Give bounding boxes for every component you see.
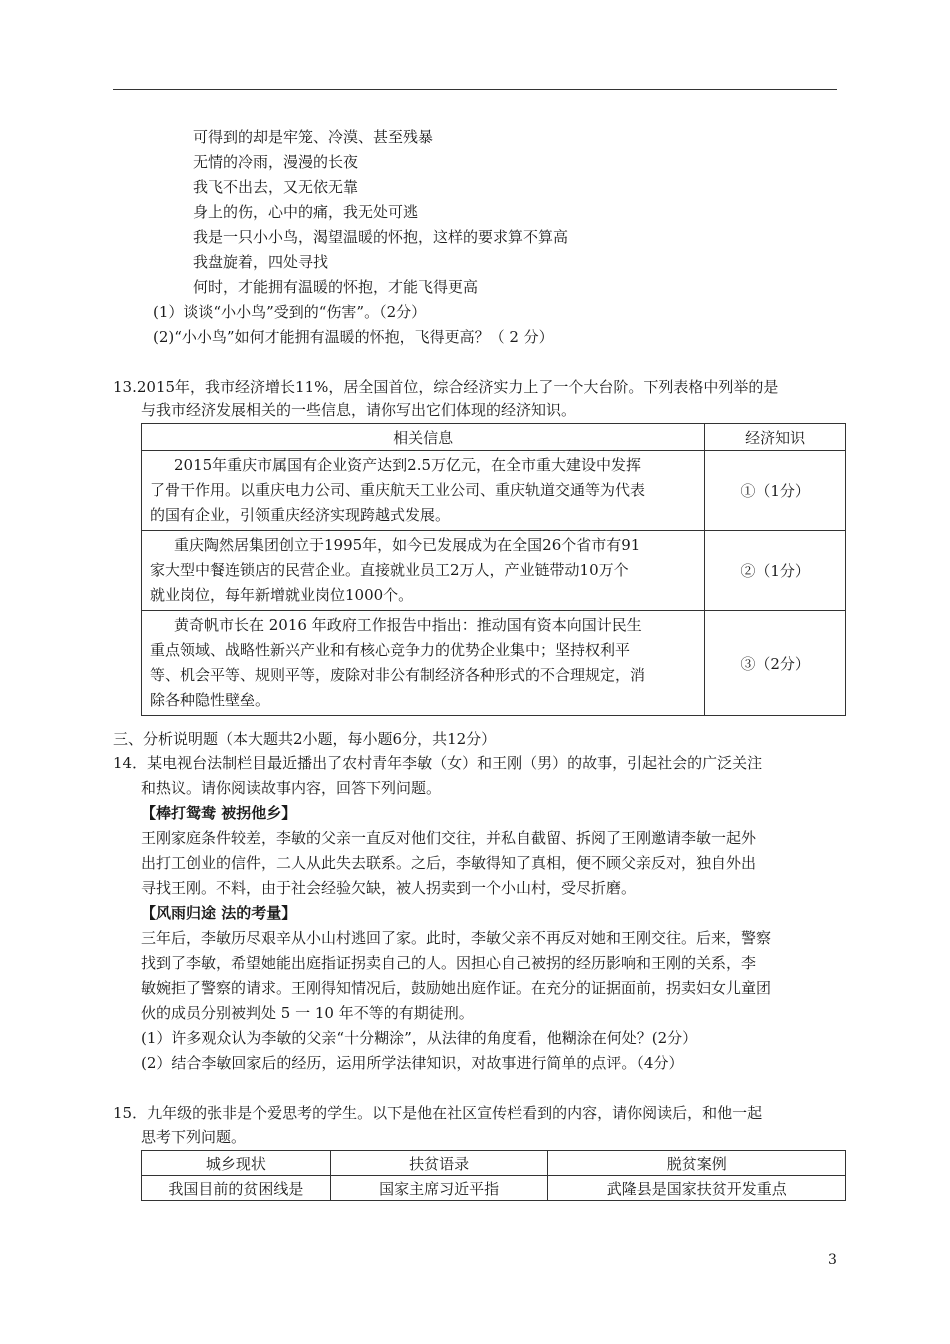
poem-line: 我是一只小小鸟，渴望温暖的怀抱，这样的要求算不算高 [193,228,569,246]
table-header: 脱贫案例 [548,1151,846,1176]
q13-text: 13.2015年，我市经济增长11%，居全国首位，综合经济实力上了一个大台阶。下列表格中列举的是 [113,378,779,396]
q12-sub-question: (1）谈谈“小小鸟”受到的“伤害”。（2分） [153,303,427,321]
poem-line: 何时，才能拥有温暖的怀抱，才能飞得更高 [193,278,479,296]
header-rule [113,89,837,90]
table-cell: 我国目前的贫困线是 [142,1176,331,1201]
story-paragraph: 王刚家庭条件较差，李敏的父亲一直反对他们交往，并私自截留、拆阅了王刚邀请李敏一起外 [141,829,757,847]
story-paragraph: 三年后，李敏历尽艰辛从小山村逃回了家。此时，李敏父亲不再反对她和王刚交往。后来，警察 [141,929,772,947]
table-header: 扶贫语录 [330,1151,548,1176]
info-cell: 重庆陶然居集团创立于1995年，如今已发展成为在全国26个省市有91 家大型中餐连锁店的民营企业。直接就业员工2万人，产业链带动10万个 就业岗位，每年新增就业岗位1000个。 [142,531,705,611]
poem-line: 我飞不出去，又无依无靠 [193,178,359,196]
table-header: 经济知识 [705,424,846,451]
poem-line: 我盘旋着，四处寻找 [193,253,329,271]
q13-text: 与我市经济发展相关的一些信息，请你写出它们体现的经济知识。 [141,401,577,419]
story-heading: 【棒打鸳鸯 被拐他乡】 [141,804,297,822]
story-paragraph: 出打工创业的信件，二人从此失去联系。之后，李敏得知了真相，便不顾父亲反对，独自外出 [141,854,757,872]
story-heading: 【风雨归途 法的考量】 [141,904,297,922]
story-paragraph: 找到了李敏，希望她能出庭指证拐卖自己的人。因担心自己被拐的经历影响和王刚的关系，李 [141,954,757,972]
table-row [142,531,846,611]
economy-info-table [141,423,846,716]
story-paragraph: 敏婉拒了警察的请求。王刚得知情况后，鼓励她出庭作证。在充分的证据面前，拐卖妇女儿童团 [141,979,772,997]
story-paragraph: 伙的成员分别被判处 5 一 10 年不等的有期徒刑。 [141,1004,474,1022]
page-number: 3 [828,1252,837,1268]
table-cell: 国家主席习近平指 [330,1176,548,1201]
info-cell: 2015年重庆市属国有企业资产达到2.5万亿元，在全市重大建设中发挥 了骨干作用。以重庆电力公司、重庆航天工业公司、重庆轨道交通等为代表 的国有企业，引领重庆经济实现跨越式发展。 [142,451,705,531]
table-row [142,1176,846,1201]
info-cell: 黄奇帆市长在 2016 年政府工作报告中指出：推动国有资本向国计民生 重点领域、战略性新兴产业和有核心竞争力的优势企业集中；坚持权利平 等、机会平等、规则平等，废除对非公有制经济各种形式的不合理规定，消 除各种隐性壁垒。 [142,611,705,716]
knowledge-cell: ②（1分） [705,531,846,611]
table-header: 相关信息 [142,424,705,451]
poem-line: 可得到的却是牢笼、冷漠、甚至残暴 [193,128,434,146]
section-heading: 三、分析说明题（本大题共2小题，每小题6分，共12分） [113,730,497,748]
table-cell: 武隆县是国家扶贫开发重点 [548,1176,846,1201]
knowledge-cell: ①（1分） [705,451,846,531]
poverty-table [141,1150,846,1201]
knowledge-cell: ③（2分） [705,611,846,716]
table-header: 城乡现状 [142,1151,331,1176]
q14-text: 和热议。请你阅读故事内容，回答下列问题。 [141,779,442,797]
q12-sub-question: (2)“小小鸟”如何才能拥有温暖的怀抱，飞得更高？（ 2 分） [153,328,554,346]
table-row [142,611,846,716]
story-paragraph: 寻找王刚。不料，由于社会经验欠缺，被人拐卖到一个小山村，受尽折磨。 [141,879,637,897]
q15-text: 15．九年级的张非是个爱思考的学生。以下是他在社区宣传栏看到的内容，请你阅读后，和他一起 [113,1104,763,1122]
q14-sub-question: (1）许多观众认为李敏的父亲“十分糊涂”，从法律的角度看，他糊涂在何处？(2分） [141,1029,698,1047]
poem-line: 身上的伤，心中的痛，我无处可逃 [193,203,419,221]
table-row [142,451,846,531]
q14-sub-question: (2）结合李敏回家后的经历，运用所学法律知识，对故事进行简单的点评。（4分） [141,1054,684,1072]
q15-text: 思考下列问题。 [141,1128,247,1146]
q14-text: 14．某电视台法制栏目最近播出了农村青年李敏（女）和王刚（男）的故事，引起社会的广泛关注 [113,754,763,772]
poem-line: 无情的冷雨，漫漫的长夜 [193,153,359,171]
